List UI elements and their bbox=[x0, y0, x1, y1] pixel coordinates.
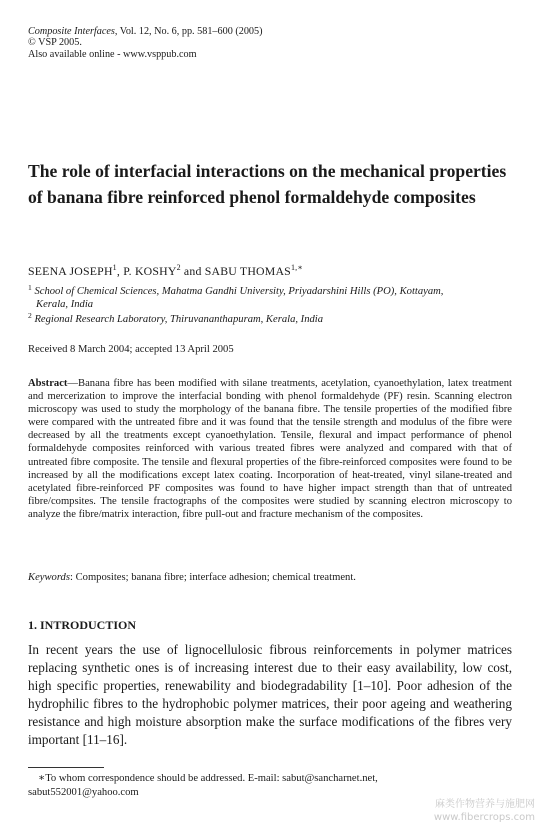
watermark-title: 麻类作物营养与施肥网 bbox=[435, 799, 535, 810]
affiliation-1 bbox=[28, 281, 518, 311]
journal-name: Composite Interfaces bbox=[28, 26, 115, 37]
abstract-text: —Banana fibre has been modified with silane treatments, acetylation, cyanoethylation, latex treatment and mercerization to improve the interfacial bonding with phenol formaldehyde (PF) resin. Scanning electron microscopy was used to study the morphology of the banana fibre. The tensile properties of the modified fibre were compared with the untreated fibre and it was found that the tensile strength and modulus of the fibre were decreased by all the treatments except cyanoethylation. Tensile, flexural and impact performance of phenol formaldehyde composites reinforced with various treated fibres were analyzed and compared with that of untreated fibre composite. The tensile and flexural properties of the fibre-reinforced composites were found to be increased by all the modifications except latex coating. Incorporation of heat-treated, vinyl silane-treated and acetylated fibre-reinforced PF composites was found to have higher impact strength than that of untreated fibre/compsites. The tensile fractographs of the composites were studied by scanning electron microscopy to analyze the fibre/matrix interaction, fibre pull-out and fracture mechanism of the composites. bbox=[28, 378, 512, 520]
author-list bbox=[28, 263, 303, 279]
footnote-divider bbox=[28, 767, 104, 768]
journal-header bbox=[28, 26, 263, 60]
watermark bbox=[434, 798, 535, 824]
keywords-text: : Composites; banana fibre; interface adhesion; chemical treatment. bbox=[69, 572, 356, 583]
author-name: P. KOSHY bbox=[123, 264, 177, 278]
author-affiliation-mark: 1,∗ bbox=[290, 263, 303, 272]
received-dates: Received 8 March 2004; accepted 13 April 2005 bbox=[28, 344, 234, 355]
keywords bbox=[28, 572, 512, 583]
abstract-label: Abstract bbox=[28, 378, 68, 389]
affiliation-text: Regional Research Laboratory, Thiruvananthapuram, Kerala, India bbox=[34, 314, 324, 325]
affiliation-2 bbox=[28, 309, 518, 326]
journal-citation: , Vol. 12, No. 6, pp. 581–600 (2005) bbox=[114, 26, 263, 37]
keywords-label: Keywords bbox=[28, 572, 70, 583]
section-heading: 1. INTRODUCTION bbox=[28, 618, 137, 632]
author-affiliation-mark: 2 bbox=[176, 263, 181, 272]
introduction-paragraph: In recent years the use of lignocellulosic fibrous reinforcements in polymer matrices replacing synthetic ones is of increasing interest due to their easy availability, low cost, high specific properties, renewability and biodegradability [1–10]. Poor adhesion of the hydrophilic fibres to the hydrophobic polymer matrices, their poor ageing and weathering resistance and high moisture absorption make the surface modifications of the fibres very important [11–16]. bbox=[28, 642, 512, 747]
affiliation-mark: 2 bbox=[28, 311, 32, 320]
online-availability: Also available online - www.vsppub.com bbox=[28, 48, 197, 60]
watermark-url: www.fibercrops.com bbox=[433, 812, 535, 823]
author-separator: , bbox=[116, 264, 124, 278]
affiliation-mark: 1 bbox=[28, 283, 32, 292]
affiliation-text-continued: Kerala, India bbox=[36, 299, 94, 310]
author-name: SABU THOMAS bbox=[204, 264, 291, 278]
footnote-line: ∗To whom correspondence should be addressed. E-mail: sabut@sancharnet.net, bbox=[38, 773, 378, 784]
author-name: SEENA JOSEPH bbox=[28, 264, 113, 278]
abstract bbox=[28, 377, 512, 521]
article-title: The role of interfacial interactions on the mechanical properties of banana fibre reinforced phenol formaldehyde composites bbox=[28, 161, 507, 207]
copyright-line: © VSP 2005. bbox=[28, 37, 82, 49]
affiliation-text: School of Chemical Sciences, Mahatma Gandhi University, Priyadarshini Hills (PO), Kottayam, bbox=[34, 286, 444, 297]
correspondence-footnote bbox=[28, 772, 518, 800]
author-separator: and bbox=[180, 264, 205, 278]
footnote-email: sabut552001@yahoo.com bbox=[28, 787, 139, 798]
author-affiliation-mark: 1 bbox=[112, 263, 117, 272]
